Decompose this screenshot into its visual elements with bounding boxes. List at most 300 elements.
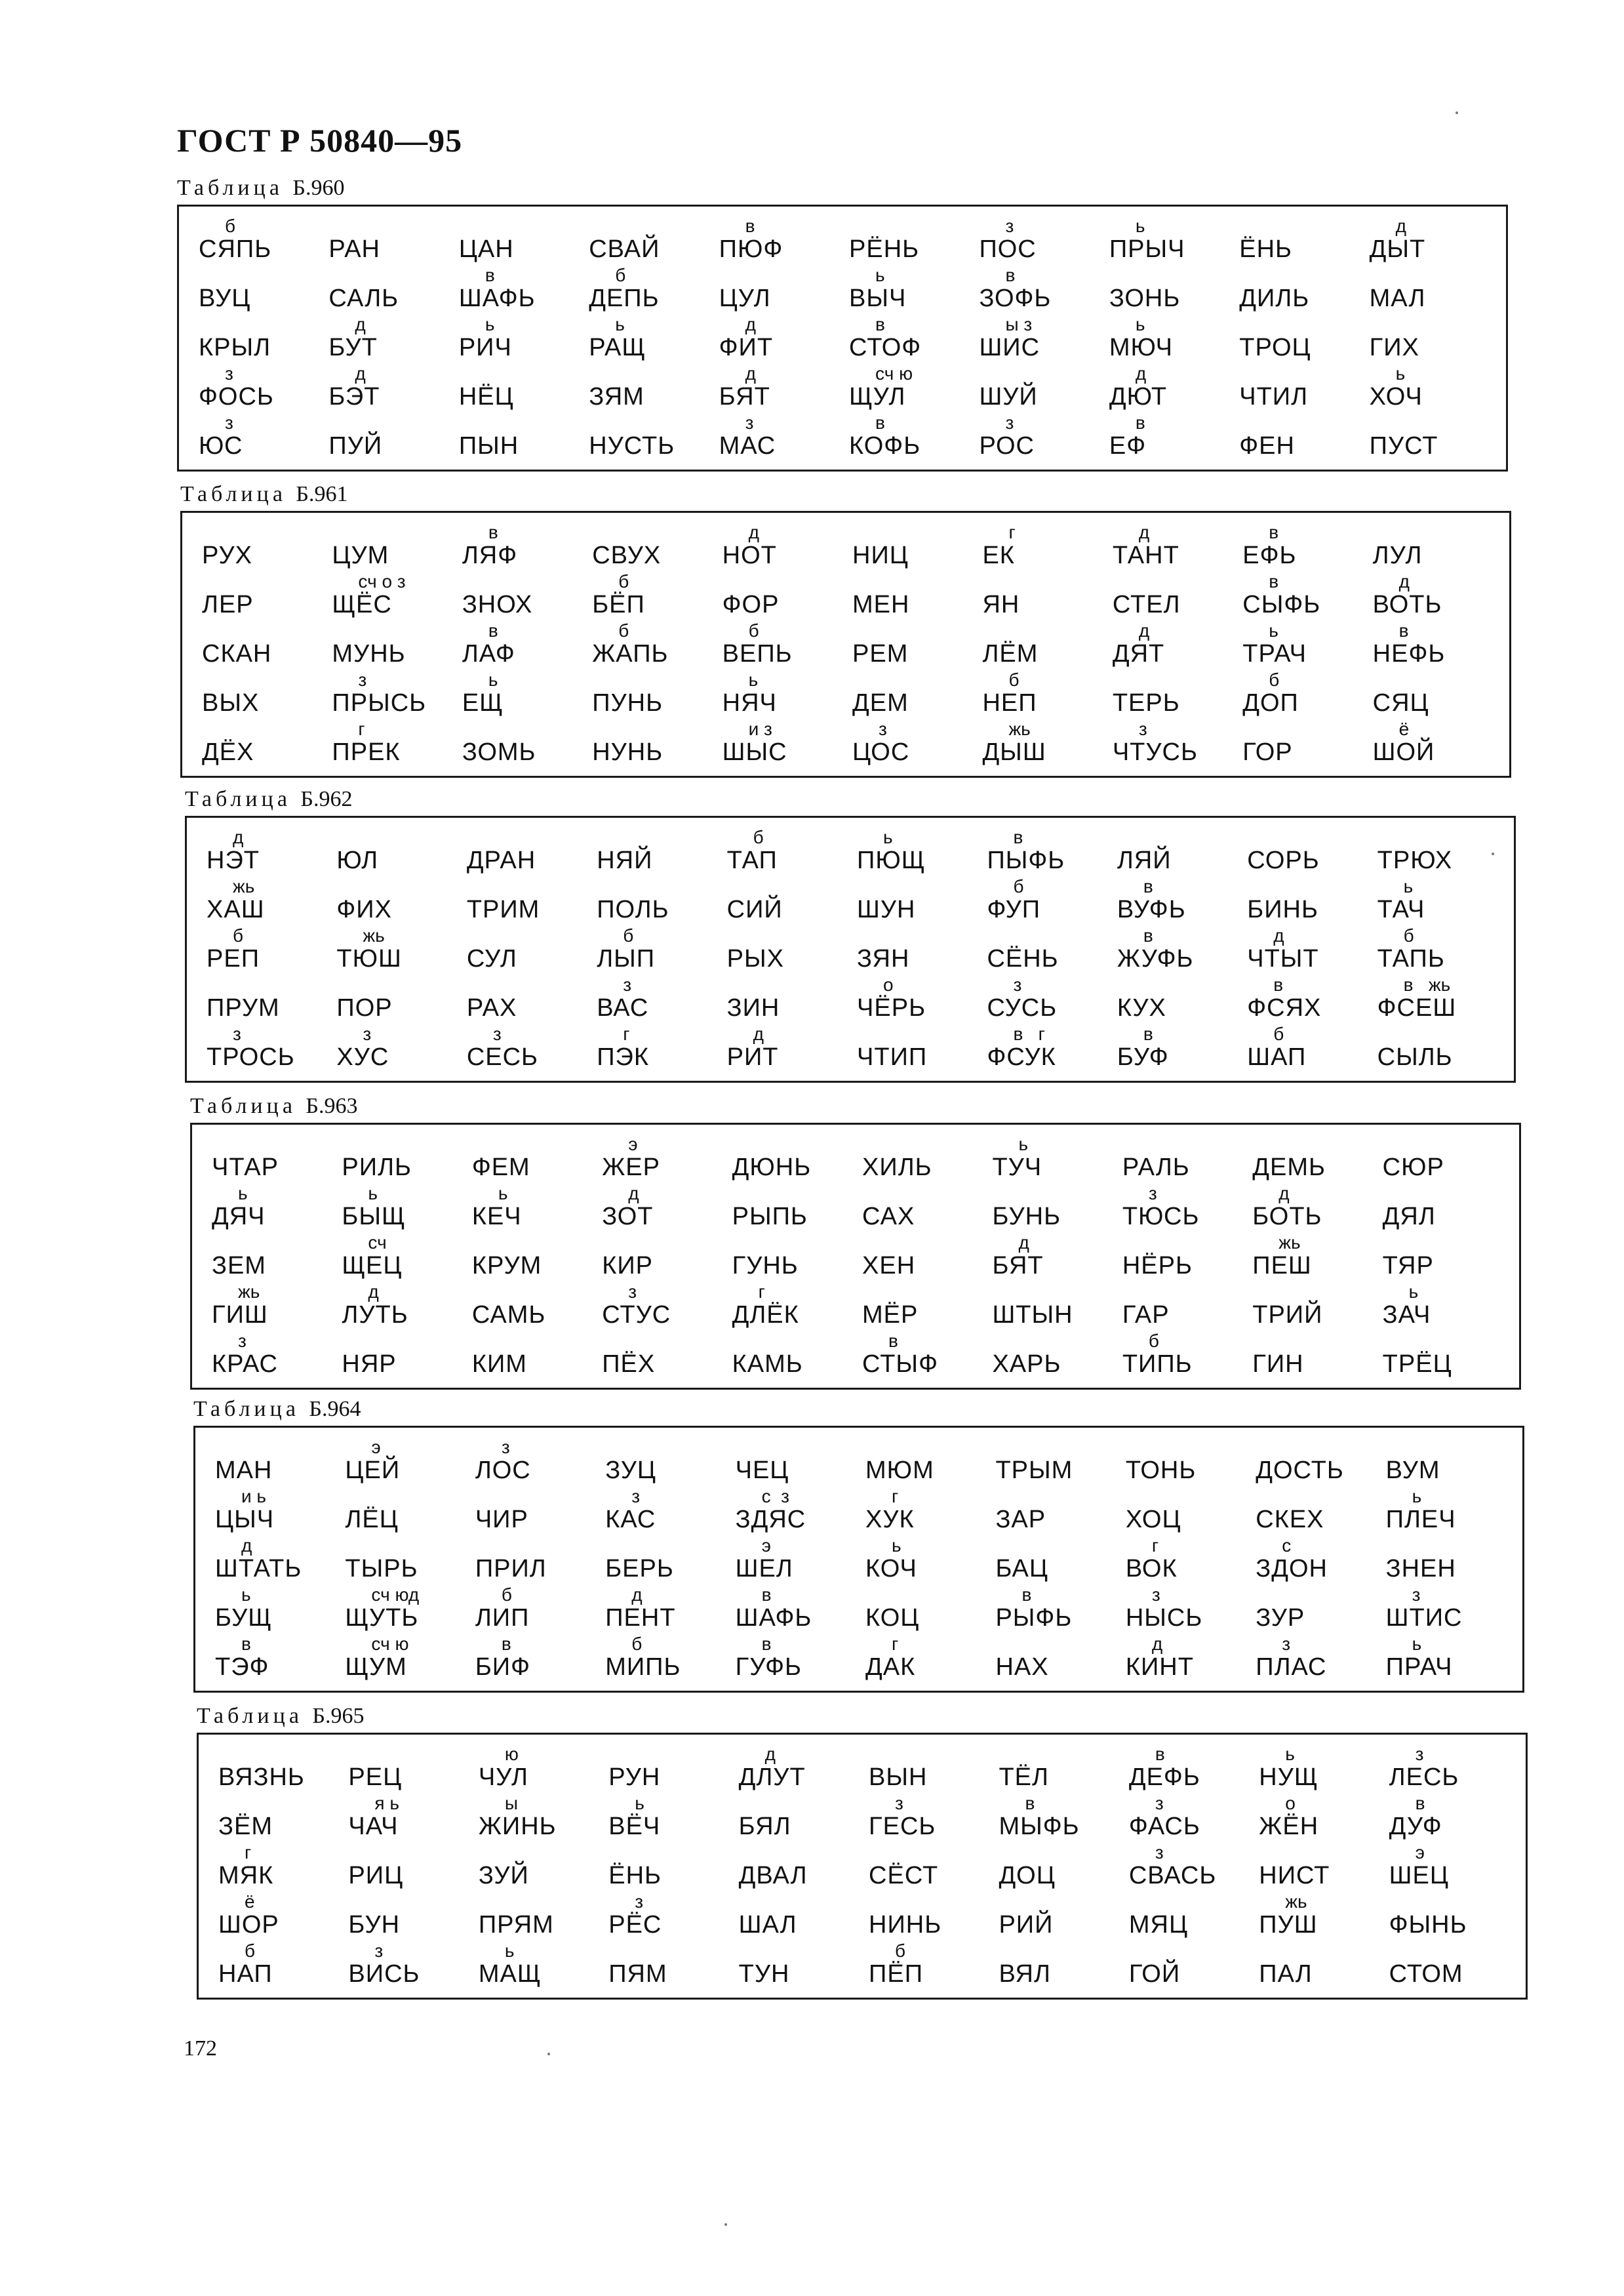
table-cell <box>469 1635 599 1684</box>
syllable-word: ТРИМ <box>466 896 540 923</box>
table-cell <box>472 1745 602 1794</box>
table-cell <box>729 1438 859 1487</box>
syllable-word: РИЙ <box>999 1911 1054 1939</box>
table-caption-label: Таблица <box>197 1704 303 1728</box>
syllable-word: МЮЧ <box>1109 334 1173 361</box>
table-cell <box>212 1745 342 1794</box>
syllable-word: БУНЬ <box>992 1203 1061 1230</box>
table-cell <box>195 622 325 671</box>
syllable-word: ЮЛ <box>336 847 379 874</box>
table-cell <box>1116 1135 1246 1184</box>
table-cell <box>1116 1283 1246 1332</box>
syllable-word: ЛЁМ <box>982 640 1039 668</box>
syllable-word: НЫСЬ <box>1125 1604 1203 1632</box>
superscript-mark: з <box>225 413 233 433</box>
table-cell <box>726 1283 856 1332</box>
syllable-word: СЮР <box>1382 1154 1444 1181</box>
superscript-mark: ь <box>1403 876 1414 896</box>
syllable-word: РИЛЬ <box>342 1154 412 1181</box>
table-cell <box>1363 365 1493 414</box>
table-caption-number: Б.961 <box>296 482 348 506</box>
syllable-word: РЫХ <box>726 945 784 973</box>
superscript-mark: в <box>1025 1793 1035 1813</box>
table-row <box>192 315 1493 365</box>
table-cell <box>1246 1332 1376 1381</box>
table-cell <box>1366 671 1496 720</box>
syllable-word: СЁСТ <box>869 1862 939 1889</box>
table-cell <box>1106 523 1236 573</box>
table-cell <box>992 1893 1122 1942</box>
table-cell <box>212 1942 342 1991</box>
table-row <box>192 217 1493 266</box>
superscript-mark: з <box>1155 1793 1164 1813</box>
table-cell <box>850 1025 980 1074</box>
syllable-word: ТРЫМ <box>995 1457 1073 1484</box>
table-cell <box>1249 1586 1379 1635</box>
syllable-word: ЗАЧ <box>1382 1301 1431 1329</box>
table-cell <box>452 217 582 266</box>
syllable-word: ШАП <box>1247 1043 1307 1071</box>
syllable-word: ЗОФЬ <box>979 285 1052 312</box>
syllable-word: СКЕХ <box>1256 1506 1324 1533</box>
table-cell <box>322 365 452 414</box>
table-cell <box>716 671 846 720</box>
superscript-mark: э <box>1415 1842 1425 1863</box>
syllable-word: ЛУТЬ <box>342 1301 408 1329</box>
superscript-mark: э <box>761 1535 771 1556</box>
table-row <box>212 1794 1513 1843</box>
syllable-word: НЯЙ <box>597 847 653 874</box>
table-cell <box>460 828 590 877</box>
superscript-mark: ё <box>1398 719 1410 739</box>
syllable-word: ПЫФЬ <box>987 847 1065 874</box>
superscript-mark: з <box>895 1793 903 1813</box>
table-cell <box>716 523 846 573</box>
superscript-mark: д <box>241 1535 252 1556</box>
syllable-word: НУСТЬ <box>589 432 675 460</box>
superscript-mark: з <box>745 413 754 433</box>
syllable-word: НУЩ <box>1259 1763 1318 1791</box>
table-cell <box>1363 315 1493 365</box>
syllable-word: ДЯТ <box>1112 640 1165 668</box>
table-cell <box>205 1283 335 1332</box>
table-row <box>192 365 1493 414</box>
table-cell <box>1240 1025 1370 1074</box>
superscript-mark: б <box>1269 670 1280 690</box>
table-cell <box>1371 976 1501 1025</box>
syllable-word: ПАЛ <box>1259 1960 1313 1988</box>
superscript-mark: з <box>623 975 632 995</box>
superscript-mark: сч <box>368 1232 387 1253</box>
superscript-mark: в <box>1021 1584 1032 1605</box>
table-cell <box>1379 1586 1509 1635</box>
table-cell <box>862 1942 992 1991</box>
table-cell <box>850 828 980 877</box>
table-cell <box>602 1942 732 1991</box>
table-cell <box>1366 523 1496 573</box>
syllable-word: ЧАЧ <box>348 1813 399 1840</box>
table-row <box>200 828 1501 877</box>
syllable-word: ПОЛЬ <box>597 896 669 923</box>
syllable-word: КИР <box>602 1252 654 1279</box>
table-cell <box>713 266 842 315</box>
syllable-word: ГИШ <box>212 1301 268 1329</box>
table-cell <box>465 1332 595 1381</box>
syllable-word: НИСТ <box>1259 1862 1330 1889</box>
table-cell <box>1379 1487 1509 1537</box>
syllable-word: ЗУЙ <box>478 1862 529 1889</box>
superscript-mark: жь <box>238 1281 260 1302</box>
table-cell <box>582 217 712 266</box>
syllable-word: ЗОМЬ <box>462 738 536 766</box>
syllable-word: ДОСТЬ <box>1256 1457 1344 1484</box>
table-cell <box>713 217 842 266</box>
syllable-word: ТАЧ <box>1377 896 1425 923</box>
syllable-word: БУФ <box>1117 1043 1169 1071</box>
table-cell <box>599 1586 728 1635</box>
table-row <box>200 927 1501 976</box>
superscript-mark: з <box>1138 719 1147 739</box>
table-row <box>195 720 1496 769</box>
superscript-mark: з <box>1005 216 1014 236</box>
table-cell <box>338 1586 468 1635</box>
superscript-mark: ь <box>1135 314 1145 334</box>
table-cell <box>859 1438 989 1487</box>
table-row <box>212 1843 1513 1893</box>
superscript-mark: в <box>1013 827 1023 847</box>
syllable-word: ГЕСЬ <box>869 1813 936 1840</box>
table-cell <box>1111 976 1240 1025</box>
syllable-word: СТУС <box>602 1301 671 1329</box>
syllable-word: ЗЯМ <box>589 383 644 411</box>
table-cell <box>200 828 330 877</box>
syllable-word: СЫЛЬ <box>1377 1043 1453 1071</box>
superscript-mark: б <box>753 827 764 847</box>
syllable-word: ДЕПЬ <box>589 285 660 312</box>
syllable-word: ХИЛЬ <box>862 1154 932 1181</box>
syllable-word: ЗНОХ <box>462 591 533 618</box>
table-cell <box>846 720 976 769</box>
table-cell <box>1116 1234 1246 1283</box>
superscript-mark: з <box>238 1331 247 1351</box>
superscript-mark: д <box>764 1744 776 1764</box>
table-cell <box>1233 217 1362 266</box>
table-cell <box>729 1586 859 1635</box>
table-cell <box>992 1745 1122 1794</box>
table-cell <box>846 671 976 720</box>
table-cell <box>1366 573 1496 622</box>
syllable-word: МАН <box>215 1457 273 1484</box>
syllable-word: НЯЧ <box>722 689 777 717</box>
table-cell <box>1371 877 1501 927</box>
table-cell <box>1252 1794 1382 1843</box>
table-cell <box>452 266 582 315</box>
syllable-word: ЕЩ <box>462 689 504 717</box>
syllable-word: РЕП <box>207 945 260 973</box>
syllable-word: СУСЬ <box>987 994 1058 1022</box>
table-cell <box>200 976 330 1025</box>
superscript-mark: в <box>1143 1024 1153 1044</box>
syllable-word: ЛЯЙ <box>1117 847 1172 874</box>
syllable-word: ШЫС <box>722 738 787 766</box>
table-cell <box>846 573 976 622</box>
word-table <box>197 1733 1528 2000</box>
table-cell <box>1116 1332 1246 1381</box>
table-cell <box>1111 828 1240 877</box>
table-cell <box>1371 1025 1501 1074</box>
superscript-mark: г <box>358 719 365 739</box>
syllable-word: РЁС <box>608 1911 662 1939</box>
table-cell <box>582 315 712 365</box>
syllable-word: СКАН <box>202 640 272 668</box>
superscript-mark: д <box>1395 216 1406 236</box>
syllable-word: КИНТ <box>1125 1653 1194 1681</box>
syllable-word: ЗНЕН <box>1385 1555 1456 1582</box>
syllable-word: САМЬ <box>471 1301 546 1329</box>
table-row <box>205 1283 1506 1332</box>
table-cell <box>729 1635 859 1684</box>
table-section <box>177 176 1508 472</box>
syllable-word: ДИЛЬ <box>1239 285 1310 312</box>
superscript-mark: з <box>374 1941 384 1961</box>
table-cell <box>721 927 850 976</box>
superscript-mark: э <box>628 1134 638 1154</box>
table-cell <box>335 1283 465 1332</box>
superscript-mark: г <box>1151 1535 1159 1556</box>
table-cell <box>195 523 325 573</box>
superscript-mark: б <box>1148 1331 1159 1351</box>
syllable-word: ЦЫЧ <box>215 1506 275 1533</box>
syllable-word: ТАП <box>726 847 778 874</box>
superscript-mark: ь <box>1018 1134 1029 1154</box>
syllable-word: ХАШ <box>207 896 265 923</box>
table-cell <box>460 927 590 976</box>
syllable-word: ТУЧ <box>992 1154 1042 1181</box>
table-cell <box>585 573 715 622</box>
table-cell <box>1103 266 1233 315</box>
syllable-word: ЕК <box>982 542 1015 569</box>
syllable-word: ТРЮХ <box>1377 847 1453 874</box>
syllable-word: СТОФ <box>849 334 922 361</box>
syllable-word: ДЯЛ <box>1382 1203 1436 1230</box>
superscript-mark: ь <box>748 670 759 690</box>
syllable-word: ФЕН <box>1239 432 1295 460</box>
table-cell <box>992 1843 1122 1893</box>
syllable-word: МИПЬ <box>605 1653 681 1681</box>
syllable-word: ПУНЬ <box>592 689 663 717</box>
table-caption-number: Б.964 <box>309 1397 361 1421</box>
table-cell <box>992 1942 1122 1991</box>
syllable-word: ДОЦ <box>999 1862 1056 1889</box>
table-cell <box>985 1184 1115 1234</box>
superscript-mark: з <box>1155 1842 1164 1863</box>
table-cell <box>726 1234 856 1283</box>
superscript-mark: з <box>628 1281 637 1302</box>
superscript-mark: ь <box>241 1584 251 1605</box>
table-cell <box>192 217 322 266</box>
table-cell <box>456 523 585 573</box>
table-cell <box>989 1438 1119 1487</box>
superscript-mark: сч ю <box>875 363 913 384</box>
syllable-word: ШЕЦ <box>1389 1862 1449 1889</box>
table-cell <box>862 1893 992 1942</box>
syllable-word: ПЁХ <box>602 1350 656 1378</box>
syllable-word: ЗУР <box>1256 1604 1305 1632</box>
table-cell <box>732 1942 862 1991</box>
table-row <box>195 523 1496 573</box>
table-row <box>192 266 1493 315</box>
table-cell <box>205 1135 335 1184</box>
syllable-word: ДОП <box>1242 689 1299 717</box>
table-cell <box>208 1537 338 1586</box>
table-cell <box>1240 976 1370 1025</box>
syllable-word: РОС <box>979 432 1035 460</box>
superscript-mark: ь <box>1408 1281 1419 1302</box>
syllable-word: ТРАЧ <box>1242 640 1307 668</box>
table-cell <box>713 414 842 463</box>
syllable-word: РИЧ <box>458 334 512 361</box>
table-cell <box>1119 1537 1249 1586</box>
syllable-word: СТОМ <box>1389 1960 1463 1988</box>
syllable-word: ДЫШ <box>982 738 1046 766</box>
table-cell <box>716 622 846 671</box>
table-cell <box>472 1893 602 1942</box>
syllable-word: ЧЕЦ <box>735 1457 789 1484</box>
table-cell <box>1246 1234 1376 1283</box>
table-cell <box>1366 720 1496 769</box>
table-row <box>195 671 1496 720</box>
superscript-mark: сч ю <box>371 1634 409 1654</box>
superscript-mark: б <box>1008 670 1020 690</box>
table-cell <box>452 315 582 365</box>
syllable-word: СТЫФ <box>862 1350 938 1378</box>
table-cell <box>842 217 972 266</box>
syllable-word: ДЯЧ <box>212 1203 266 1230</box>
table-row <box>212 1893 1513 1942</box>
table-cell <box>1233 266 1362 315</box>
table-cell <box>585 523 715 573</box>
syllable-word: КИМ <box>471 1350 527 1378</box>
table-cell <box>585 720 715 769</box>
superscript-mark: ь <box>1269 620 1278 641</box>
table-cell <box>721 976 850 1025</box>
table-cell <box>1236 671 1366 720</box>
table-row <box>208 1586 1509 1635</box>
superscript-mark: в <box>1143 925 1153 946</box>
table-cell <box>452 414 582 463</box>
table-cell <box>859 1487 989 1537</box>
table-cell <box>1252 1893 1382 1942</box>
superscript-mark: ь <box>635 1793 644 1813</box>
table-cell <box>1122 1843 1252 1893</box>
table-cell <box>862 1843 992 1893</box>
table-cell <box>1233 414 1362 463</box>
syllable-word: БЯЛ <box>738 1813 791 1840</box>
table-cell <box>726 1332 856 1381</box>
syllable-word: НЁЦ <box>458 383 514 411</box>
superscript-mark: ь <box>498 1183 508 1203</box>
syllable-word: ШЕЛ <box>735 1555 793 1582</box>
syllable-word: ЛОС <box>475 1457 531 1484</box>
superscript-mark: в <box>501 1634 511 1654</box>
superscript-mark: б <box>615 265 626 285</box>
syllable-word: РАЛЬ <box>1122 1154 1190 1181</box>
table-cell <box>846 622 976 671</box>
syllable-word: ЦОС <box>852 738 910 766</box>
table-cell <box>585 622 715 671</box>
syllable-word: ШУЙ <box>979 383 1038 411</box>
superscript-mark: э <box>371 1437 381 1457</box>
superscript-mark: з <box>1005 413 1014 433</box>
table-row <box>200 976 1501 1025</box>
table-cell <box>342 1745 471 1794</box>
syllable-word: СЫФЬ <box>1242 591 1321 618</box>
table-cell <box>465 1234 595 1283</box>
table-row <box>205 1234 1506 1283</box>
syllable-word: ШТАТЬ <box>215 1555 302 1582</box>
syllable-word: НИЦ <box>852 542 909 569</box>
superscript-mark: с з <box>761 1486 790 1506</box>
syllable-word: ДВАЛ <box>738 1862 808 1889</box>
table-cell <box>729 1487 859 1537</box>
table-cell <box>205 1184 335 1234</box>
superscript-mark: в <box>1398 620 1409 641</box>
superscript-mark: д <box>628 1183 639 1203</box>
syllable-word: ФСЯХ <box>1247 994 1322 1022</box>
syllable-word: ЗЕМ <box>212 1252 266 1279</box>
table-cell <box>1246 1283 1376 1332</box>
table-row <box>195 622 1496 671</box>
syllable-word: ПРЫСЬ <box>332 689 427 717</box>
table-cell <box>1116 1184 1246 1234</box>
syllable-word: ВАС <box>597 994 649 1022</box>
table-cell <box>1249 1635 1379 1684</box>
word-table <box>185 816 1516 1083</box>
syllable-word: ШОЙ <box>1372 738 1435 766</box>
table-row <box>200 877 1501 927</box>
syllable-word: ЧЁРЬ <box>857 994 926 1022</box>
table-cell <box>1106 622 1236 671</box>
superscript-mark: б <box>895 1941 906 1961</box>
syllable-word: ГУНЬ <box>732 1252 799 1279</box>
syllable-word: ЛАФ <box>462 640 515 668</box>
table-caption <box>180 482 1511 507</box>
table-cell <box>460 976 590 1025</box>
table-cell <box>1111 1025 1240 1074</box>
syllable-word: ВУЦ <box>199 285 251 312</box>
table-cell <box>1383 1893 1513 1942</box>
table-cell <box>1383 1794 1513 1843</box>
superscript-mark: ь <box>1412 1486 1422 1506</box>
syllable-word: БУН <box>348 1911 401 1939</box>
syllable-word: СТЕЛ <box>1112 591 1181 618</box>
table-cell <box>721 828 850 877</box>
syllable-word: ЛЕР <box>202 591 254 618</box>
syllable-word: РЫПЬ <box>732 1203 808 1230</box>
syllable-word: СЁНЬ <box>987 945 1059 973</box>
syllable-word: ЖИНЬ <box>478 1813 557 1840</box>
syllable-word: ДРАН <box>466 847 536 874</box>
superscript-mark: ь <box>615 314 625 334</box>
syllable-word: ЗДОН <box>1256 1555 1328 1582</box>
syllable-word: ВЕПЬ <box>722 640 793 668</box>
table-cell <box>200 877 330 927</box>
superscript-mark: жь <box>233 876 255 896</box>
syllable-word: ЛЕСЬ <box>1389 1763 1459 1791</box>
syllable-word: ТРЁЦ <box>1382 1350 1452 1378</box>
table-cell <box>456 622 585 671</box>
table-caption-number: Б.965 <box>312 1704 365 1728</box>
